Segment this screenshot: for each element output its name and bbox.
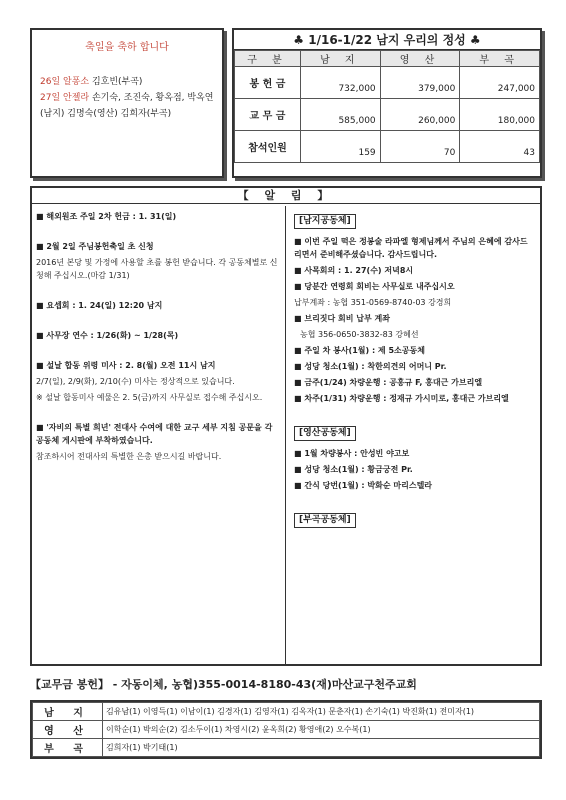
list-item: ■ 금주(1/24) 차량운행 : 공홍규 F, 홍대근 가브리엘: [294, 378, 483, 387]
list-item: ■ 설날 합동 위령 미사 : 2. 8(월) 오전 11시 남지: [36, 361, 216, 370]
donor-table: [32, 702, 540, 757]
tithe-title: 【교무금 봉헌】 - 자동이체, 농협)355-0014-8180-43(재)마산교구천주교회: [30, 678, 417, 691]
list-item: ■ 성당 청소(1월) : 황금궁전 Pr.: [294, 465, 413, 474]
list-item: ■ '자비의 특별 희년' 전대사 수여에 대한 교구 세부 지침 공문을 각 공동체 게시판에 부착하였습니다.: [36, 423, 273, 445]
list-item: ※ 설날 합동미사 예물은 2. 5(금)까지 사무실로 접수해 주십시오.: [36, 393, 263, 402]
list-item: ■ 1월 차량봉사 : 안성빈 야고보: [294, 449, 410, 458]
offering-header: 부 곡: [460, 51, 540, 67]
list-item: ■ 사목회의 : 1. 27(수) 저녁8시: [294, 266, 414, 275]
table-row: 부 곡 김희자(1) 박기태(1): [33, 739, 540, 757]
offering-header: 구 분: [235, 51, 301, 67]
list-item: ■ 브리짓다 회비 납부 계좌: [294, 314, 390, 323]
list-item: ■ 사무장 연수 : 1/26(화) ~ 1/28(목): [36, 331, 179, 340]
notices-left-column: [32, 206, 286, 666]
offering-header: 남 지: [301, 51, 381, 67]
table-row: 참석인원 159 70 43: [235, 131, 540, 163]
congrats-line-1: 26일 알퐁소 김호빈(부곡): [40, 77, 143, 87]
offering-header: 영 산: [380, 51, 460, 67]
list-item: ■ 성당 청소(1월) : 착한의견의 어머니 Pr.: [294, 362, 447, 371]
offering-box: [232, 28, 542, 178]
section-label-bugok: [부곡공동체]: [294, 513, 356, 528]
table-row: 봉 헌 금 732,000 379,000 247,000: [235, 67, 540, 99]
list-item: 납부계좌 : 농협 351-0569-8740-03 강경희: [294, 298, 452, 307]
table-row: 남 지 김유남(1) 이영득(1) 이남이(1) 김경자(1) 김영자(1) 김옥자(1) 문춘자(1) 손기숙(1) 박진화(1) 전미자(1): [33, 703, 540, 721]
donor-table-box: [30, 700, 542, 759]
congrats-line-2: 27일 안젤라 손기숙, 조진숙, 황옥점, 박옥연 (남지) 김명숙(영산) 김희자(부곡): [40, 93, 214, 119]
section-label-namji: [남지공동체]: [294, 214, 356, 229]
list-item: 농협 356-0650-3832-83 강혜선: [300, 330, 419, 339]
feast-congrats-box: [30, 28, 224, 178]
table-row: 영 산 이학순(1) 박의순(2) 김소두이(1) 차영시(2) 윤옥희(2) 황영애(2) 오수복(1): [33, 721, 540, 739]
notices-heading: 【 알 림 】: [32, 188, 540, 204]
offering-title: ♣ 1/16-1/22 남지 우리의 정성 ♣: [234, 30, 540, 50]
list-item: ■ 이번 주일 떡은 정봉술 라파엘 형제님께서 주님의 은혜에 감사드리면서 준비해주셨습니다. 감사드립니다.: [294, 237, 528, 259]
list-item: ■ 당분간 연령회 회비는 사무실로 내주십시오: [294, 282, 455, 291]
list-item: ■ 2월 2일 주님봉헌축일 초 신청: [36, 242, 154, 251]
table-row: 교 무 금 585,000 260,000 180,000: [235, 99, 540, 131]
congrats-title: 축일을 축하 합니다: [85, 42, 169, 53]
offering-table: [234, 50, 540, 163]
notices-right-column: [288, 206, 540, 666]
list-item: 2016년 본당 및 가정에 사용할 초를 봉헌 받습니다. 각 공동체별로 신청해 주십시오.(마감 1/31): [36, 258, 278, 280]
list-item: ■ 간식 당번(1월) : 박화순 마리스텔라: [294, 481, 433, 490]
list-item: 2/7(일), 2/9(화), 2/10(수) 미사는 정상적으로 있습니다.: [36, 377, 235, 386]
list-item: ■ 해외원조 주일 2차 헌금 : 1. 31(일): [36, 212, 177, 221]
notices-box: [30, 186, 542, 666]
list-item: ■ 차주(1/31) 차량운행 : 정재규 가시미로, 홍대근 가브리엘: [294, 394, 509, 403]
list-item: ■ 주일 차 봉사(1월) : 제 5소공동체: [294, 346, 425, 355]
section-label-yeongsan: [영산공동체]: [294, 426, 356, 441]
list-item: ■ 요셉회 : 1. 24(일) 12:20 남지: [36, 301, 163, 310]
list-item: 참조하시어 전대사의 특별한 은총 받으시길 바랍니다.: [36, 452, 222, 461]
